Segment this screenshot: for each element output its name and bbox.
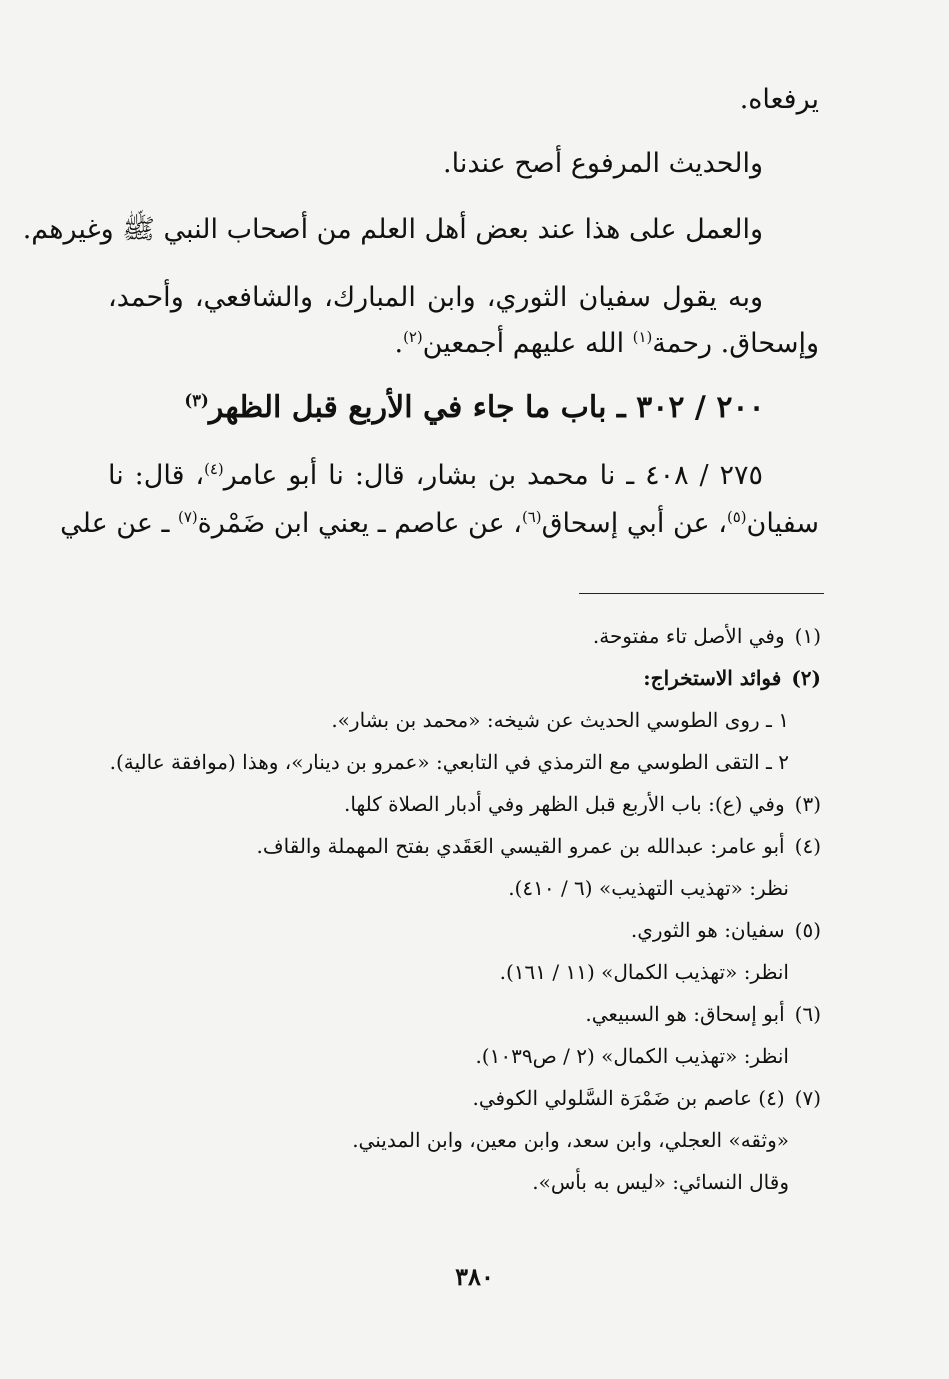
footnote-1-text: وفي الأصل تاء مفتوحة. bbox=[592, 624, 785, 648]
footnote-6-number: (٦) bbox=[794, 1002, 821, 1026]
body-line-1: يرفعاه. bbox=[739, 84, 819, 115]
footnote-4-reference: نظر: «تهذيب التهذيب» (٦ / ٤١٠). bbox=[508, 876, 789, 900]
body-line-4: وبه يقول سفيان الثوري، وابن المبارك، والشافعي، وأحمد، bbox=[108, 282, 763, 313]
footnote-2 bbox=[643, 668, 821, 688]
footnote-ref-1: (١) bbox=[632, 328, 653, 346]
footnote-6-text: أبو إسحاق: هو السبيعي. bbox=[585, 1002, 785, 1026]
body-line-5-part-b: الله عليهم أجمعين bbox=[422, 328, 633, 359]
footnote-ref-5: (٥) bbox=[726, 508, 747, 526]
footnote-ref-3: (٣) bbox=[184, 391, 209, 410]
hadith-line-2-part-d: ـ عن علي bbox=[60, 508, 179, 539]
chapter-heading bbox=[0, 390, 949, 425]
hadith-line-2-part-b: ، عن أبي إسحاق bbox=[541, 508, 727, 539]
footnote-7-item-1: «وثقه» العجلي، وابن سعد، وابن معين، وابن المديني. bbox=[352, 1128, 789, 1152]
footnote-1 bbox=[593, 626, 821, 646]
body-line-2: والحديث المرفوع أصح عندنا. bbox=[443, 148, 763, 179]
footnote-7-item-2: وقال النسائي: «ليس به بأس». bbox=[532, 1170, 789, 1194]
body-line-3: والعمل على هذا عند بعض أهل العلم من أصحاب النبي ﷺ وغيرهم. bbox=[22, 214, 763, 245]
chapter-heading-text: ٢٠٠ / ٣٠٢ ـ باب ما جاء في الأربع قبل الظهر bbox=[208, 390, 765, 425]
footnote-separator bbox=[579, 593, 824, 594]
body-line-5-part-a: وإسحاق. رحمة bbox=[652, 328, 819, 359]
body-line-5-part-c: . bbox=[394, 328, 404, 359]
footnote-ref-2: (٢) bbox=[403, 328, 423, 346]
hadith-line-1-part-a: ٢٧٥ / ٤٠٨ ـ نا محمد بن بشار، قال: نا أبو عامر bbox=[223, 460, 764, 491]
footnote-2-number: (٢) bbox=[791, 666, 821, 690]
footnote-5-number: (٥) bbox=[794, 918, 821, 942]
footnote-6 bbox=[585, 1004, 821, 1024]
hadith-line-1-part-b: ، قال: نا bbox=[108, 460, 205, 491]
footnote-3-text: وفي (ع): باب الأربع قبل الظهر وفي أدبار الصلاة كلها. bbox=[343, 792, 785, 816]
footnote-5-text: سفيان: هو الثوري. bbox=[630, 918, 785, 942]
footnote-2-item-1: ١ ـ روى الطوسي الحديث عن شيخه: «محمد بن بشار». bbox=[331, 708, 789, 732]
hadith-line-2-part-c: ، عن عاصم ـ يعني ابن ضَمْرة bbox=[197, 508, 522, 539]
footnote-3 bbox=[344, 794, 821, 814]
body-line-5 bbox=[394, 330, 819, 357]
page-number: ٣٨٠ bbox=[455, 1262, 494, 1291]
footnote-2-item-2: ٢ ـ التقى الطوسي مع الترمذي في التابعي: «عمرو بن دينار»، وهذا (موافقة عالية). bbox=[109, 750, 789, 774]
footnote-4 bbox=[257, 836, 821, 856]
footnote-4-number: (٤) bbox=[794, 834, 821, 858]
footnote-5-reference: انظر: «تهذيب الكمال» (١١ / ١٦١). bbox=[499, 960, 789, 984]
footnote-ref-4: (٤) bbox=[204, 460, 224, 478]
footnote-5 bbox=[631, 920, 821, 940]
hadith-line-2 bbox=[60, 508, 819, 539]
footnote-7-number: (٧) bbox=[794, 1086, 821, 1110]
footnote-1-number: (١) bbox=[794, 624, 821, 648]
footnote-3-number: (٣) bbox=[794, 792, 821, 816]
footnote-2-text: فوائد الاستخراج: bbox=[643, 666, 782, 690]
footnote-7 bbox=[472, 1088, 821, 1108]
hadith-line-1 bbox=[108, 462, 763, 489]
footnote-4-text: أبو عامر: عبدالله بن عمرو القيسي العَقَدي بفتح المهملة والقاف. bbox=[256, 834, 785, 858]
hadith-line-2-part-a: سفيان bbox=[746, 508, 819, 539]
footnote-ref-7: (٧) bbox=[178, 508, 198, 526]
footnote-ref-6: (٦) bbox=[521, 508, 542, 526]
footnote-6-reference: انظر: «تهذيب الكمال» (٢ / ص١٠٣٩). bbox=[475, 1044, 789, 1068]
footnote-7-text: (٤) عاصم بن ضَمْرَة السَّلولي الكوفي. bbox=[472, 1086, 785, 1110]
